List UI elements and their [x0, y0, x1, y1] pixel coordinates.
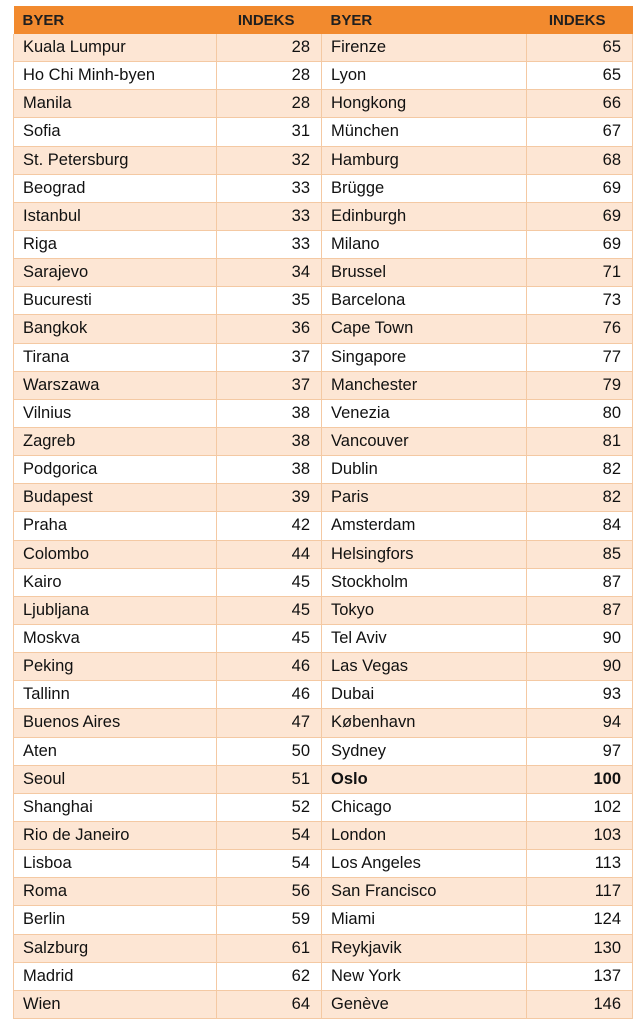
- city-cell-right: Hamburg: [322, 146, 527, 174]
- city-cell-right: San Francisco: [322, 878, 527, 906]
- index-cell-left: 64: [217, 990, 322, 1018]
- city-cell-left: Praha: [14, 512, 217, 540]
- table-row: [14, 709, 633, 737]
- index-cell-right: 90: [527, 653, 633, 681]
- index-cell-right: 87: [527, 568, 633, 596]
- index-cell-left: 31: [217, 118, 322, 146]
- city-cell-right: Milano: [322, 230, 527, 258]
- table-row: [14, 399, 633, 427]
- index-cell-left: 46: [217, 681, 322, 709]
- table-row: [14, 821, 633, 849]
- index-cell-left: 33: [217, 202, 322, 230]
- city-cell-right: Venezia: [322, 399, 527, 427]
- header-index-left: INDEKS: [217, 6, 322, 34]
- index-cell-left: 45: [217, 568, 322, 596]
- city-cell-right: Reykjavik: [322, 934, 527, 962]
- table-row: [14, 343, 633, 371]
- table-row: [14, 62, 633, 90]
- header-row: [14, 6, 633, 34]
- index-cell-right: 90: [527, 624, 633, 652]
- index-cell-right: 65: [527, 62, 633, 90]
- index-cell-right: 85: [527, 540, 633, 568]
- index-cell-left: 28: [217, 62, 322, 90]
- index-cell-right: 113: [527, 850, 633, 878]
- table-row: [14, 118, 633, 146]
- city-cell-right: København: [322, 709, 527, 737]
- table-row: [14, 737, 633, 765]
- index-cell-left: 38: [217, 399, 322, 427]
- index-cell-right: 65: [527, 34, 633, 62]
- index-cell-right: 67: [527, 118, 633, 146]
- city-cell-left: Madrid: [14, 962, 217, 990]
- table-row: [14, 906, 633, 934]
- index-cell-right: 80: [527, 399, 633, 427]
- city-cell-right: Lyon: [322, 62, 527, 90]
- table-row: [14, 484, 633, 512]
- table-row: [14, 653, 633, 681]
- city-cell-right: Cape Town: [322, 315, 527, 343]
- table-row: [14, 371, 633, 399]
- index-cell-left: 36: [217, 315, 322, 343]
- city-cell-left: Bangkok: [14, 315, 217, 343]
- index-cell-left: 39: [217, 484, 322, 512]
- index-cell-right: 103: [527, 821, 633, 849]
- city-cell-right: München: [322, 118, 527, 146]
- index-cell-right: 69: [527, 230, 633, 258]
- index-cell-left: 37: [217, 343, 322, 371]
- city-cell-right: Firenze: [322, 34, 527, 62]
- table-row: [14, 512, 633, 540]
- city-cell-right: Amsterdam: [322, 512, 527, 540]
- city-cell-left: Kairo: [14, 568, 217, 596]
- index-cell-left: 34: [217, 259, 322, 287]
- city-cell-right: Helsingfors: [322, 540, 527, 568]
- index-cell-right: 137: [527, 962, 633, 990]
- table-row: [14, 624, 633, 652]
- city-cell-left: Roma: [14, 878, 217, 906]
- index-cell-left: 62: [217, 962, 322, 990]
- city-cell-right: Vancouver: [322, 427, 527, 455]
- header-index-right: INDEKS: [527, 6, 633, 34]
- index-cell-left: 33: [217, 230, 322, 258]
- index-cell-left: 45: [217, 596, 322, 624]
- index-cell-left: 61: [217, 934, 322, 962]
- city-cell-right: Tokyo: [322, 596, 527, 624]
- city-cell-right: Singapore: [322, 343, 527, 371]
- city-cell-left: Zagreb: [14, 427, 217, 455]
- city-cell-right: New York: [322, 962, 527, 990]
- city-cell-left: Ho Chi Minh-byen: [14, 62, 217, 90]
- table-header: [14, 6, 633, 34]
- index-cell-right: 130: [527, 934, 633, 962]
- table-row: [14, 146, 633, 174]
- city-cell-right: Oslo: [322, 765, 527, 793]
- index-cell-left: 28: [217, 34, 322, 62]
- city-cell-right: Genève: [322, 990, 527, 1018]
- city-cell-left: Colombo: [14, 540, 217, 568]
- table-row: [14, 765, 633, 793]
- table-row: [14, 202, 633, 230]
- city-index-table: [13, 6, 633, 1019]
- city-cell-left: Shanghai: [14, 793, 217, 821]
- city-cell-left: Bucuresti: [14, 287, 217, 315]
- table-row: [14, 990, 633, 1018]
- index-cell-right: 124: [527, 906, 633, 934]
- city-cell-left: Riga: [14, 230, 217, 258]
- index-cell-left: 38: [217, 427, 322, 455]
- city-cell-right: Los Angeles: [322, 850, 527, 878]
- table-row: [14, 962, 633, 990]
- table-row: [14, 850, 633, 878]
- city-cell-right: Dublin: [322, 456, 527, 484]
- city-cell-left: Tallinn: [14, 681, 217, 709]
- city-cell-left: Tirana: [14, 343, 217, 371]
- index-cell-left: 42: [217, 512, 322, 540]
- index-cell-left: 37: [217, 371, 322, 399]
- table-row: [14, 878, 633, 906]
- table-row: [14, 287, 633, 315]
- index-cell-right: 68: [527, 146, 633, 174]
- index-cell-left: 28: [217, 90, 322, 118]
- city-cell-right: Manchester: [322, 371, 527, 399]
- index-cell-right: 71: [527, 259, 633, 287]
- city-cell-right: Stockholm: [322, 568, 527, 596]
- city-cell-left: Beograd: [14, 174, 217, 202]
- city-cell-left: Berlin: [14, 906, 217, 934]
- header-cities-right: BYER: [322, 6, 527, 34]
- city-cell-right: Sydney: [322, 737, 527, 765]
- table-row: [14, 230, 633, 258]
- table-body: [14, 34, 633, 1018]
- index-cell-left: 45: [217, 624, 322, 652]
- city-cell-right: London: [322, 821, 527, 849]
- city-cell-left: Lisboa: [14, 850, 217, 878]
- city-cell-left: Ljubljana: [14, 596, 217, 624]
- city-cell-left: Rio de Janeiro: [14, 821, 217, 849]
- index-cell-right: 102: [527, 793, 633, 821]
- city-cell-right: Dubai: [322, 681, 527, 709]
- city-cell-right: Paris: [322, 484, 527, 512]
- index-cell-left: 56: [217, 878, 322, 906]
- index-cell-right: 66: [527, 90, 633, 118]
- table-row: [14, 90, 633, 118]
- city-cell-left: Salzburg: [14, 934, 217, 962]
- index-cell-right: 82: [527, 484, 633, 512]
- city-cell-right: Chicago: [322, 793, 527, 821]
- city-cell-left: Wien: [14, 990, 217, 1018]
- city-cell-left: Podgorica: [14, 456, 217, 484]
- index-cell-right: 93: [527, 681, 633, 709]
- city-cell-left: Peking: [14, 653, 217, 681]
- index-cell-right: 87: [527, 596, 633, 624]
- index-cell-right: 79: [527, 371, 633, 399]
- index-cell-right: 77: [527, 343, 633, 371]
- index-cell-left: 38: [217, 456, 322, 484]
- city-index-table-container: [13, 6, 632, 1019]
- table-row: [14, 456, 633, 484]
- index-cell-right: 81: [527, 427, 633, 455]
- city-cell-right: Hongkong: [322, 90, 527, 118]
- index-cell-left: 59: [217, 906, 322, 934]
- city-cell-left: Moskva: [14, 624, 217, 652]
- city-cell-right: Barcelona: [322, 287, 527, 315]
- table-row: [14, 681, 633, 709]
- index-cell-right: 73: [527, 287, 633, 315]
- index-cell-left: 32: [217, 146, 322, 174]
- city-cell-right: Edinburgh: [322, 202, 527, 230]
- city-cell-left: Sofia: [14, 118, 217, 146]
- table-row: [14, 596, 633, 624]
- index-cell-right: 94: [527, 709, 633, 737]
- index-cell-left: 44: [217, 540, 322, 568]
- city-cell-left: Sarajevo: [14, 259, 217, 287]
- table-row: [14, 427, 633, 455]
- city-cell-left: St. Petersburg: [14, 146, 217, 174]
- table-row: [14, 540, 633, 568]
- index-cell-right: 76: [527, 315, 633, 343]
- index-cell-left: 54: [217, 821, 322, 849]
- city-cell-right: Tel Aviv: [322, 624, 527, 652]
- index-cell-right: 97: [527, 737, 633, 765]
- index-cell-left: 54: [217, 850, 322, 878]
- table-row: [14, 568, 633, 596]
- city-cell-left: Manila: [14, 90, 217, 118]
- city-cell-left: Aten: [14, 737, 217, 765]
- index-cell-right: 82: [527, 456, 633, 484]
- city-cell-right: Las Vegas: [322, 653, 527, 681]
- city-cell-left: Kuala Lumpur: [14, 34, 217, 62]
- city-cell-right: Brussel: [322, 259, 527, 287]
- index-cell-right: 117: [527, 878, 633, 906]
- city-cell-left: Warszawa: [14, 371, 217, 399]
- index-cell-left: 51: [217, 765, 322, 793]
- index-cell-left: 52: [217, 793, 322, 821]
- city-cell-right: Brügge: [322, 174, 527, 202]
- city-cell-left: Buenos Aires: [14, 709, 217, 737]
- index-cell-right: 69: [527, 202, 633, 230]
- index-cell-right: 84: [527, 512, 633, 540]
- city-cell-left: Seoul: [14, 765, 217, 793]
- table-row: [14, 315, 633, 343]
- table-row: [14, 259, 633, 287]
- city-cell-left: Istanbul: [14, 202, 217, 230]
- index-cell-left: 33: [217, 174, 322, 202]
- index-cell-right: 146: [527, 990, 633, 1018]
- index-cell-left: 46: [217, 653, 322, 681]
- index-cell-left: 47: [217, 709, 322, 737]
- city-cell-left: Vilnius: [14, 399, 217, 427]
- table-row: [14, 934, 633, 962]
- city-cell-right: Miami: [322, 906, 527, 934]
- city-cell-left: Budapest: [14, 484, 217, 512]
- table-row: [14, 34, 633, 62]
- index-cell-left: 35: [217, 287, 322, 315]
- index-cell-left: 50: [217, 737, 322, 765]
- header-cities-left: BYER: [14, 6, 217, 34]
- index-cell-right: 100: [527, 765, 633, 793]
- table-row: [14, 174, 633, 202]
- table-row: [14, 793, 633, 821]
- index-cell-right: 69: [527, 174, 633, 202]
